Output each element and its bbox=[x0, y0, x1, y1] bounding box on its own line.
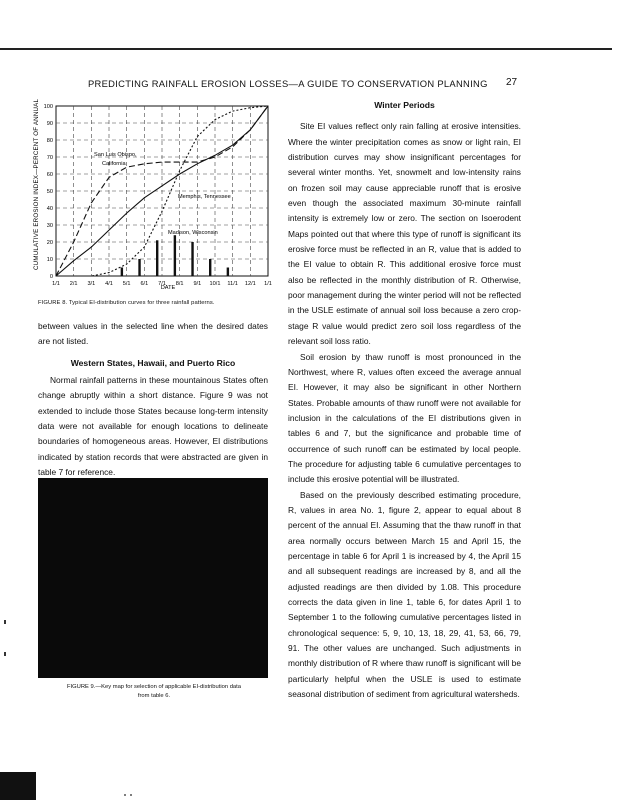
x-tick-label: 2/1 bbox=[69, 281, 78, 287]
x-tick-label: 7/1 bbox=[158, 281, 166, 287]
x-axis-label: DATE bbox=[160, 285, 176, 291]
x-tick-label: 5/1 bbox=[122, 281, 131, 287]
month-bar bbox=[121, 268, 123, 277]
x-tick-label: 1/1 bbox=[52, 281, 60, 287]
margin-mark bbox=[4, 652, 6, 656]
left-column bbox=[38, 319, 268, 480]
x-tick-label: 11/1 bbox=[227, 281, 238, 287]
x-tick-label: 8/1 bbox=[175, 281, 184, 287]
y-tick-label: 40 bbox=[46, 206, 53, 212]
annotation-memphis: Memphis, Tennessee bbox=[178, 194, 231, 200]
month-bar bbox=[191, 242, 193, 276]
y-tick-label: 0 bbox=[49, 274, 53, 280]
annotation-madison: Madison, Wisconsin bbox=[168, 230, 218, 236]
month-bar bbox=[138, 259, 140, 276]
scan-dot bbox=[124, 794, 126, 796]
right-paragraph-1: Site EI values reflect only rain falling at erosive intensities. Where the winter precipitation comes as snow or light rain, EI distribution curves may show insignificant percentages for several winter months. Yet, snowmelt and low-intensity rains on frozen soil may cause appreciable runoff that is erosive even though the associated maximum 30-minute rainfall intensity is extremely low or zero. The section on Isoerodent Maps pointed out that where this type of runoff is significant its erosive force must be reflected in an R, value that is added to the EI value to obtain R. This additional erosive force must also be reflected in the monthly distribution of R. Otherwise, poor management during the winter period will not be reflected in the USLE estimate of annual soil loss because a zero crop-stage R value would predict zero soil loss regardless of the relevant soil loss ratio. bbox=[288, 121, 521, 347]
y-tick-label: 20 bbox=[46, 240, 53, 246]
figure-9-map-image bbox=[38, 478, 268, 678]
month-bar bbox=[156, 240, 158, 276]
scan-artifact-corner bbox=[0, 772, 36, 800]
x-tick-label: 1/1 bbox=[264, 281, 272, 287]
scan-dot bbox=[130, 794, 132, 796]
top-rule bbox=[0, 48, 612, 50]
y-tick-label: 60 bbox=[46, 172, 53, 178]
y-tick-label: 70 bbox=[46, 155, 53, 161]
month-bar bbox=[227, 268, 229, 277]
figure-8-svg bbox=[30, 100, 275, 295]
y-tick-label: 50 bbox=[46, 189, 53, 195]
right-paragraph-3: Based on the previously described estimating procedure, R, values in area No. 1, figure 2, appear to equal about 8 percent of the annual EI. Assuming that the thaw runoff in that area normally occurs between March 15 and April 15, the percentage in table 6 for April 1 is increased by 4, the April 15 and all subsequent readings are increased by 8, and all the adjusted readings are then divided by 1.08. This procedure corrects the data given in line 1, table 6, for dates April 1 to September 1 to the following cumulative percentages listed in chronological sequence: 5, 9, 10, 13, 18, 29, 41, 53, 66, 79, 91. The other values are unchanged. Such adjustments in monthly distribution of R where thaw runoff is significant will be particularly helpful when the USLE is used to estimate seasonal distribution of sediment from agricultural watersheds. bbox=[288, 489, 521, 700]
left-paragraph-1: between values in the selected line when the desired dates are not listed. bbox=[38, 321, 268, 347]
figure-9-caption-line-1: FIGURE 9.—Key map for selection of applicable EI-distribution data bbox=[67, 684, 241, 690]
y-tick-label: 30 bbox=[46, 223, 53, 229]
y-tick-label: 90 bbox=[46, 121, 53, 127]
right-column bbox=[288, 98, 521, 702]
figure-8-chart bbox=[30, 100, 275, 295]
running-header: PREDICTING RAINFALL EROSION LOSSES—A GUIDE TO CONSERVATION PLANNING bbox=[88, 78, 488, 89]
x-tick-label: 3/1 bbox=[87, 281, 96, 287]
annotation-san-luis-obispo: San Luis Obispo, bbox=[94, 152, 137, 158]
figure-8-caption: FIGURE 8. Typical EI-distribution curves for three rainfall patterns. bbox=[38, 300, 215, 306]
y-tick-label: 100 bbox=[43, 104, 53, 110]
chart-month-bars bbox=[121, 235, 229, 276]
figure-9-caption-line-2: from table 6. bbox=[137, 693, 171, 699]
month-bar bbox=[209, 259, 211, 276]
section-heading-winter-periods: Winter Periods bbox=[374, 100, 435, 110]
x-tick-label: 10/1 bbox=[209, 281, 221, 287]
left-paragraph-2: Normal rainfall patterns in these mountainous States often change abruptly within a short distance. Figure 9 was not extended to include those States because long-term intensity data were not available for enough locations to delineate boundaries of homogeneous areas. However, EI distributions indicated by station records that were abstracted are given in table 7 for reference. bbox=[38, 375, 268, 478]
y-tick-label: 80 bbox=[46, 138, 53, 144]
figure-9-caption bbox=[38, 683, 270, 701]
annotation-california: California bbox=[102, 161, 126, 167]
chart-grid bbox=[56, 106, 268, 276]
margin-mark bbox=[4, 620, 6, 624]
x-tick-label: 12/1 bbox=[244, 281, 256, 287]
right-paragraph-2: Soil erosion by thaw runoff is most pronounced in the Northwest, where R, values often exceed the average annual EI. However, it may also be significant in other Northern States. Probable amounts of thaw runoff were not available for inclusion in the calculations of the EI distributions given in tables 6 and 7, but the significance and probable time of occurrence of such runoff can be estimated by local people. The procedure for adjusting table 6 cumulative percentages to include this erosive potential will be illustrated. bbox=[288, 351, 521, 485]
x-tick-label: 9/1 bbox=[193, 281, 202, 287]
page-number: 27 bbox=[506, 77, 518, 88]
month-bar bbox=[174, 235, 176, 276]
x-tick-label: 6/1 bbox=[140, 281, 149, 287]
section-heading-western-states: Western States, Hawaii, and Puerto Rico bbox=[70, 357, 236, 368]
y-tick-label: 10 bbox=[46, 257, 53, 263]
x-tick-label: 4/1 bbox=[105, 281, 113, 287]
y-axis-label: CUMULATIVE EROSION INDEX—PERCENT OF ANNUAL bbox=[33, 98, 40, 270]
